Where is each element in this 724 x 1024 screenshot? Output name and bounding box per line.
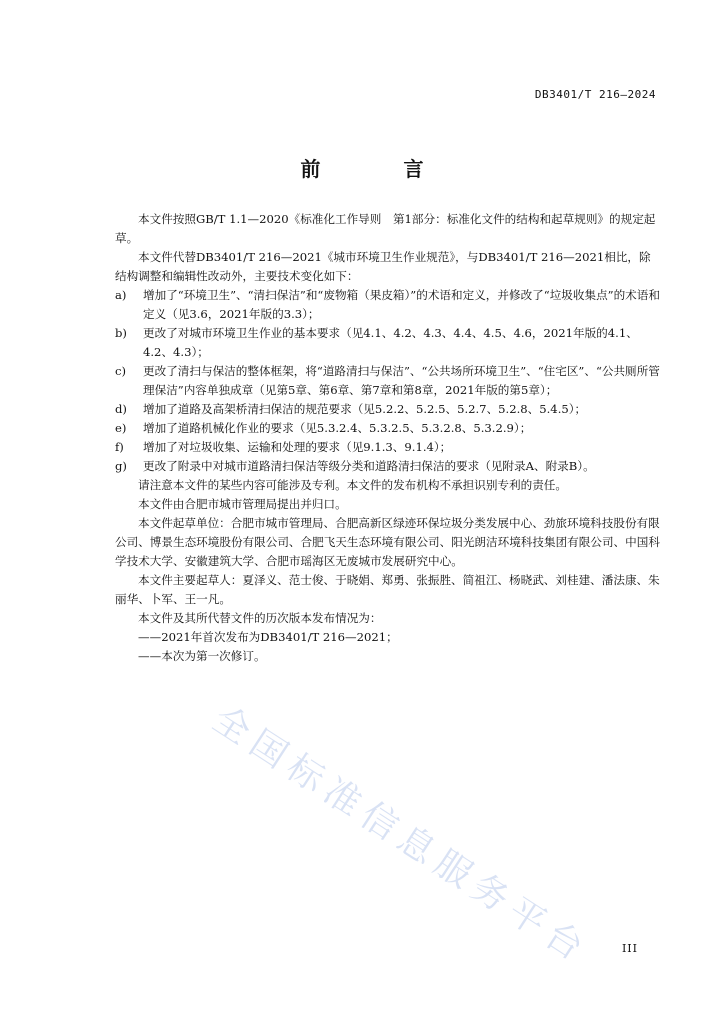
history-intro: 本文件及其所代替文件的历次版本发布情况为： <box>138 611 382 625</box>
paragraph-drafting-basis: 本文件按照GB/T 1.1—2020《标准化工作导则 第1部分：标准化文件的结构和起草规则》的规定起草。 <box>115 212 656 245</box>
watermark-text: 全国标准信息服务平台 <box>205 698 597 973</box>
list-marker: g) <box>115 459 127 473</box>
list-marker: b) <box>115 326 127 340</box>
list-item <box>115 400 660 419</box>
document-body <box>115 210 660 666</box>
list-item-text: 更改了清扫与保洁的整体框架，将“道路清扫与保洁”、“公共场所环境卫生”、“住宅区”、“公共厕所管理保洁”内容单独成章（见第5章、第6章、第7章和第8章，2021年版的第5章）； <box>143 364 660 397</box>
patent-notice: 请注意本文件的某些内容可能涉及专利。本文件的发布机构不承担识别专利的责任。 <box>138 478 567 492</box>
page-title: 前 言 <box>300 157 462 181</box>
list-item <box>115 457 660 476</box>
list-item-text: 增加了道路及高架桥清扫保洁的规范要求（见5.2.2、5.2.5、5.2.7、5.2.8、5.4.5）； <box>143 402 587 416</box>
list-marker: f) <box>115 440 124 454</box>
list-marker: a) <box>115 288 127 302</box>
document-code: DB3401/T 216—2024 <box>534 88 656 101</box>
changes-list <box>115 286 660 476</box>
page-number: III <box>621 942 638 955</box>
list-marker: c) <box>115 364 127 378</box>
proposer-notice: 本文件由合肥市城市管理局提出并归口。 <box>138 497 347 511</box>
list-item <box>115 419 660 438</box>
list-marker: e) <box>115 421 127 435</box>
list-item-text: 增加了道路机械化作业的要求（见5.3.2.4、5.3.2.5、5.3.2.8、5.3.2.9）； <box>143 421 532 435</box>
list-item <box>115 324 660 362</box>
list-marker: d) <box>115 402 127 416</box>
list-item-text: 增加了对垃圾收集、运输和处理的要求（见9.1.3、9.1.4）； <box>143 440 452 454</box>
history-item: ——2021年首次发布为DB3401/T 216—2021； <box>138 630 398 644</box>
paragraph-replacement: 本文件代替DB3401/T 216—2021《城市环境卫生作业规范》，与DB3401/T 216—2021相比，除结构调整和编辑性改动外，主要技术变化如下： <box>115 250 651 283</box>
history-item: ——本次为第一次修订。 <box>138 649 266 663</box>
list-item-text: 增加了“环境卫生”、“清扫保洁”和“废物箱（果皮箱）”的术语和定义，并修改了“垃圾收集点”的术语和定义（见3.6，2021年版的3.3）； <box>143 288 660 321</box>
list-item-text: 更改了对城市环境卫生作业的基本要求（见4.1、4.2、4.3、4.4、4.5、4.6，2021年版的4.1、4.2、4.3）； <box>143 326 638 359</box>
list-item <box>115 362 660 400</box>
list-item-text: 更改了附录中对城市道路清扫保洁等级分类和道路清扫保洁的要求（见附录A、附录B）。 <box>143 459 595 473</box>
drafting-units: 本文件起草单位：合肥市城市管理局、合肥高新区绿迹环保垃圾分类发展中心、劲旅环境科技股份有限公司、博景生态环境股份有限公司、合肥飞天生态环境有限公司、阳光朗洁环境科技集团有限公司、中国科学技术大学、安徽建筑大学、合肥市瑶海区无废城市发展研究中心。 <box>115 516 660 568</box>
list-item <box>115 286 660 324</box>
list-item <box>115 438 660 457</box>
drafters: 本文件主要起草人：夏泽义、范士俊、于晓娟、郑勇、张振胜、简祖江、杨晓武、刘桂建、潘法康、朱丽华、卜军、王一凡。 <box>115 573 660 606</box>
